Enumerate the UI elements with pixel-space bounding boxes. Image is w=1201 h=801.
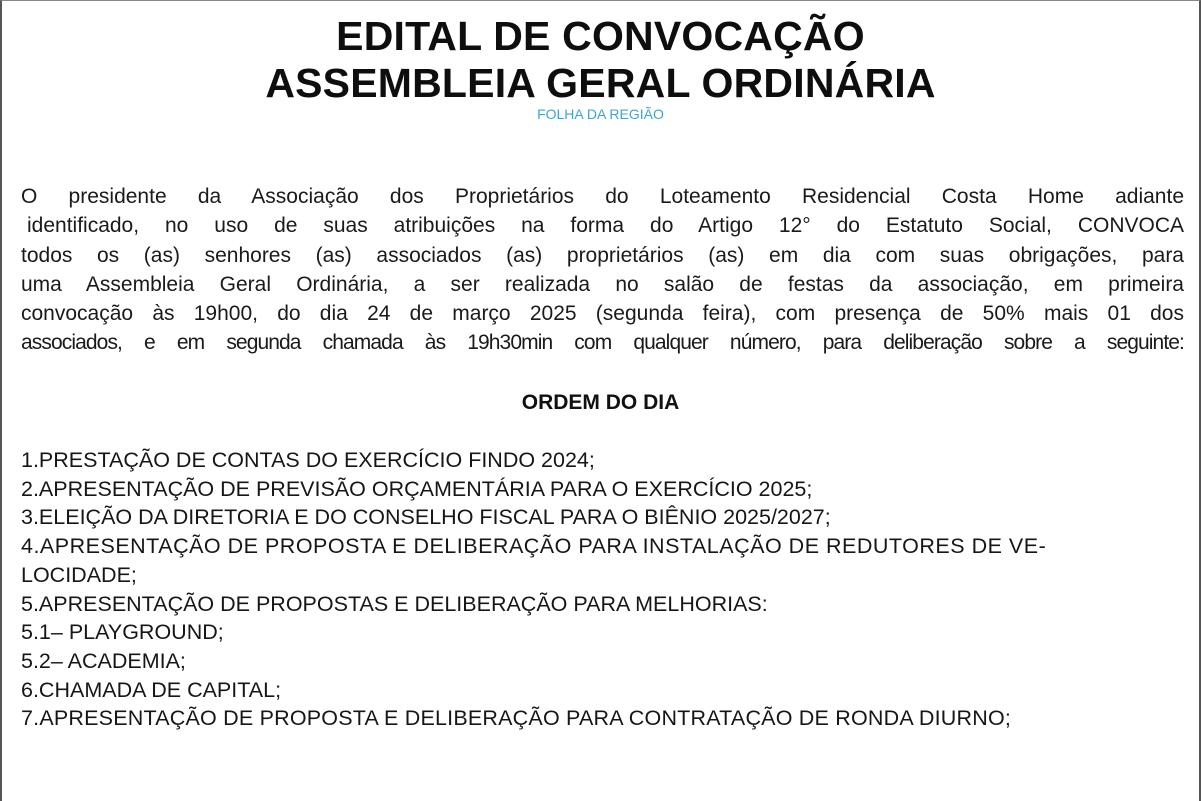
agenda-item: 4.APRESENTAÇÃO DE PROPOSTA E DELIBERAÇÃO PARA INSTALAÇÃO DE REDUTORES DE VE- xyxy=(21,534,1047,559)
agenda-item: 5.1– PLAYGROUND; xyxy=(21,620,224,645)
agenda-item: 3.ELEIÇÃO DA DIRETORIA E DO CONSELHO FISCAL PARA O BIÊNIO 2025/2027; xyxy=(21,505,831,530)
paragraph-line: associados, e em segunda chamada às 19h30min com qualquer número, para deliberação sobre a seguinte: xyxy=(21,331,1184,355)
source-label: FOLHA DA REGIÃO xyxy=(537,106,664,122)
convocation-paragraph xyxy=(21,182,1184,358)
agenda-item: 5.APRESENTAÇÃO DE PROPOSTAS E DELIBERAÇÃO PARA MELHORIAS: xyxy=(21,591,768,616)
paragraph-line: uma Assembleia Geral Ordinária, a ser realizada no salão de festas da associação, em primeira xyxy=(21,272,1184,296)
paragraph-line: todos os (as) senhores (as) associados (as) proprietários (as) em dia com suas obrigações, para xyxy=(21,243,1184,267)
agenda-heading: ORDEM DO DIA xyxy=(521,391,680,414)
agenda-item: 6.CHAMADA DE CAPITAL; xyxy=(21,677,282,702)
agenda-item: 5.2– ACADEMIA; xyxy=(21,648,186,673)
agenda-item: 7.APRESENTAÇÃO DE PROPOSTA E DELIBERAÇÃO PARA CONTRATAÇÃO DE RONDA DIURNO; xyxy=(21,706,1012,731)
title-line-2: ASSEMBLEIA GERAL ORDINÁRIA xyxy=(265,60,936,106)
agenda-item: LOCIDADE; xyxy=(21,562,137,587)
agenda-list xyxy=(21,446,1186,733)
agenda-item: 1.PRESTAÇÃO DE CONTAS DO EXERCÍCIO FINDO 2024; xyxy=(21,448,595,472)
agenda-item: 2.APRESENTAÇÃO DE PREVISÃO ORÇAMENTÁRIA PARA O EXERCÍCIO 2025; xyxy=(21,476,813,501)
paragraph-line: convocação às 19h00, do dia 24 de março 2025 (segunda feira), com presença de 50% mais 01 dos xyxy=(21,302,1184,326)
title-line-1: EDITAL DE CONVOCAÇÃO xyxy=(336,13,865,59)
paragraph-line: O presidente da Associação dos Proprietários do Loteamento Residencial Costa Home adiante xyxy=(21,185,1184,208)
paragraph-line: identificado, no uso de suas atribuições na forma do Artigo 12° do Estatuto Social, CONVOCA xyxy=(27,214,1184,238)
